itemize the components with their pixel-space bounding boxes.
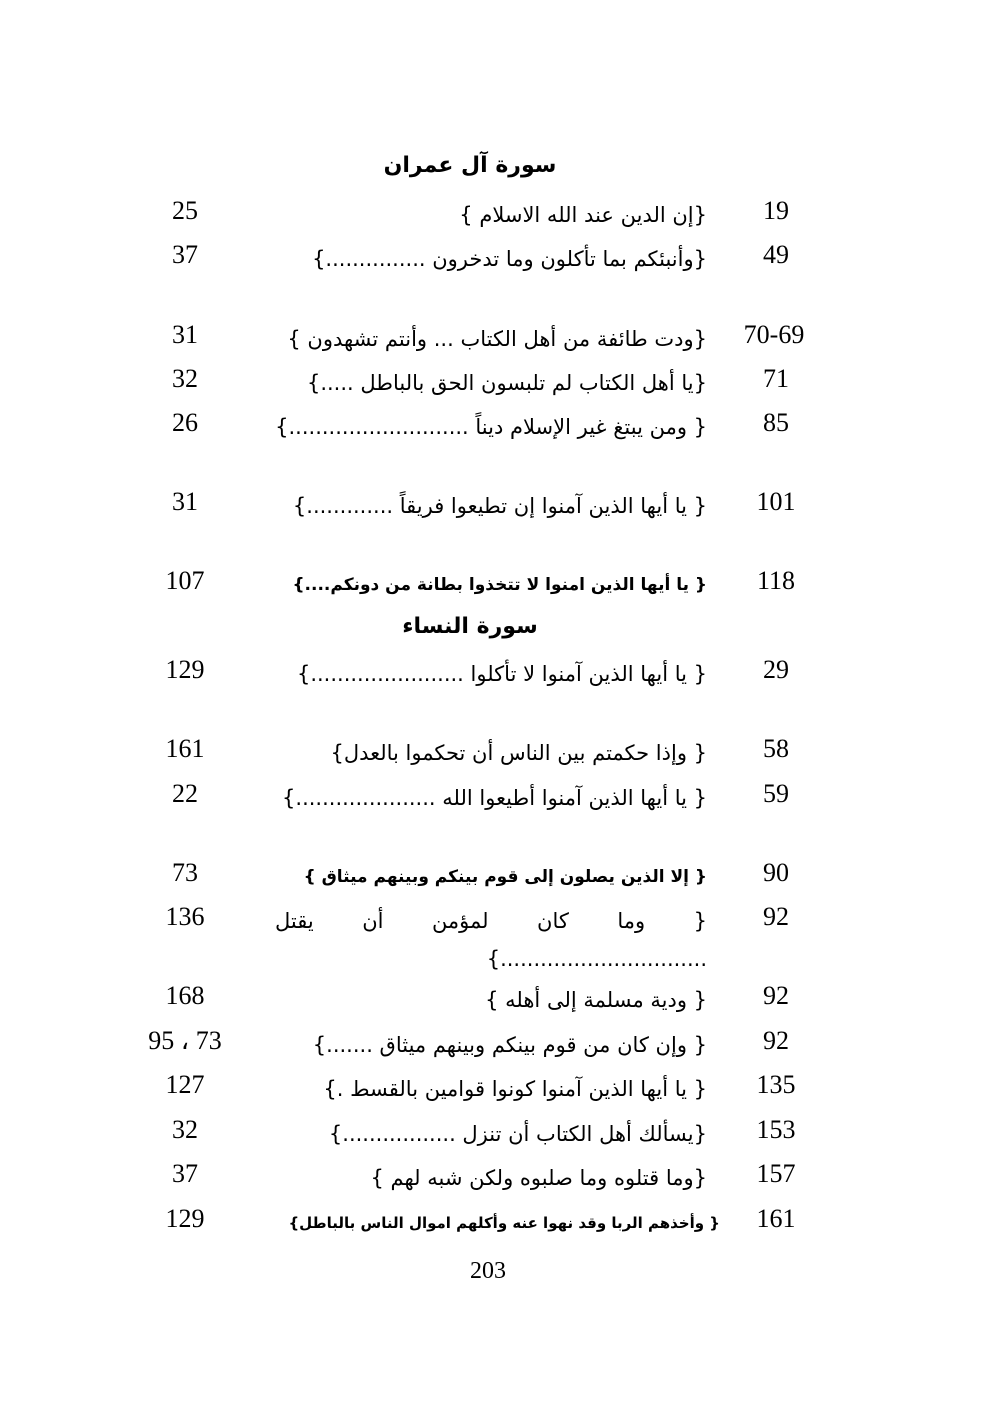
- verse-text: { وإن كان من قوم بينكم وبينهم ميثاق .......}: [312, 1033, 707, 1057]
- page-reference: 107: [165, 566, 205, 595]
- verse-text: { يا أيها الذين آمنوا كونوا قوامين بالقسط .}: [323, 1077, 707, 1101]
- page-reference: 31: [172, 487, 198, 516]
- page-reference: 22: [172, 779, 198, 808]
- page-reference: 32: [172, 1115, 198, 1144]
- page-reference: 129: [165, 1204, 205, 1233]
- page-reference: 136: [165, 902, 205, 931]
- heading-surah-an-nisa: سورة النساء: [402, 614, 538, 639]
- page-reference: 26: [172, 408, 198, 437]
- verse-number: 153: [756, 1115, 796, 1144]
- verse-number: 92: [763, 1026, 789, 1055]
- heading-surah-al-imran: سورة آل عمران: [383, 153, 557, 178]
- verse-text: { يا أيها الذين آمنوا أطيعوا الله .....................}: [282, 786, 707, 810]
- page-reference: 161: [165, 734, 205, 763]
- verse-text: {ودت طائفة من أهل الكتاب ... وأنتم تشهدون }: [287, 327, 707, 351]
- page-reference: 127: [165, 1070, 205, 1099]
- verse-number: 70-69: [743, 320, 805, 349]
- page-reference: 73 ، 95: [148, 1026, 222, 1055]
- verse-number: 135: [756, 1070, 796, 1099]
- verse-text: { يا أيها الذين آمنوا إن تطيعوا فريقاً .............}: [292, 494, 707, 518]
- verse-number: 58: [763, 734, 789, 763]
- verse-number: 90: [763, 858, 789, 887]
- verse-number: 92: [763, 981, 789, 1010]
- verse-number: 71: [763, 364, 789, 393]
- verse-number: 29: [763, 655, 789, 684]
- page-number: 203: [470, 1258, 506, 1284]
- verse-number: 85: [763, 408, 789, 437]
- verse-number: 157: [756, 1159, 796, 1188]
- verse-text: { إلا الذين يصلون إلى قوم بينكم وبينهم ميثاق }: [303, 867, 707, 887]
- page-reference: 37: [172, 240, 198, 269]
- page-reference: 32: [172, 364, 198, 393]
- verse-number: 49: [763, 240, 789, 269]
- verse-number: 101: [756, 487, 796, 516]
- verse-text: { ودية مسلمة إلى أهله }: [485, 988, 707, 1012]
- page-reference: 31: [172, 320, 198, 349]
- verse-text: { وأخذهم الربا وقد نهوا عنه وأكلهم اموال الناس بالباطل}: [288, 1214, 720, 1232]
- page-reference: 168: [165, 981, 205, 1010]
- page-reference: 25: [172, 196, 198, 225]
- verse-text: { وما كان لمؤمن أن يقتل ...............................}: [275, 909, 707, 971]
- verse-number: 118: [756, 566, 796, 595]
- verse-number: 92: [763, 902, 789, 931]
- verse-text: { يا أيها الذين آمنوا لا تأكلوا .......................}: [296, 662, 707, 686]
- verse-number: 59: [763, 779, 789, 808]
- page-reference: 37: [172, 1159, 198, 1188]
- verse-text: { وإذا حكمتم بين الناس أن تحكموا بالعدل}: [330, 741, 707, 765]
- page-reference: 129: [165, 655, 205, 684]
- verse-text: {يسألك أهل الكتاب أن تنزل .................}: [328, 1122, 707, 1146]
- verse-number: 161: [756, 1204, 796, 1233]
- verse-text: { يا أيها الذين امنوا لا تتخذوا بطانة من دونكم....}: [292, 575, 707, 595]
- verse-text: { ومن يبتغ غير الإسلام ديناً ...........................}: [275, 415, 707, 439]
- verse-number: 19: [763, 196, 789, 225]
- verse-text: {إن الدين عند الله الاسلام }: [459, 203, 707, 227]
- verse-text: {يا أهل الكتاب لم تلبسون الحق بالباطل .....}: [306, 371, 707, 395]
- page-reference: 73: [172, 858, 198, 887]
- verse-text: {وما قتلوه وما صلبوه ولكن شبه لهم }: [370, 1166, 707, 1190]
- verse-text: {وأنبئكم بما تأكلون وما تدخرون ...............}: [312, 247, 707, 271]
